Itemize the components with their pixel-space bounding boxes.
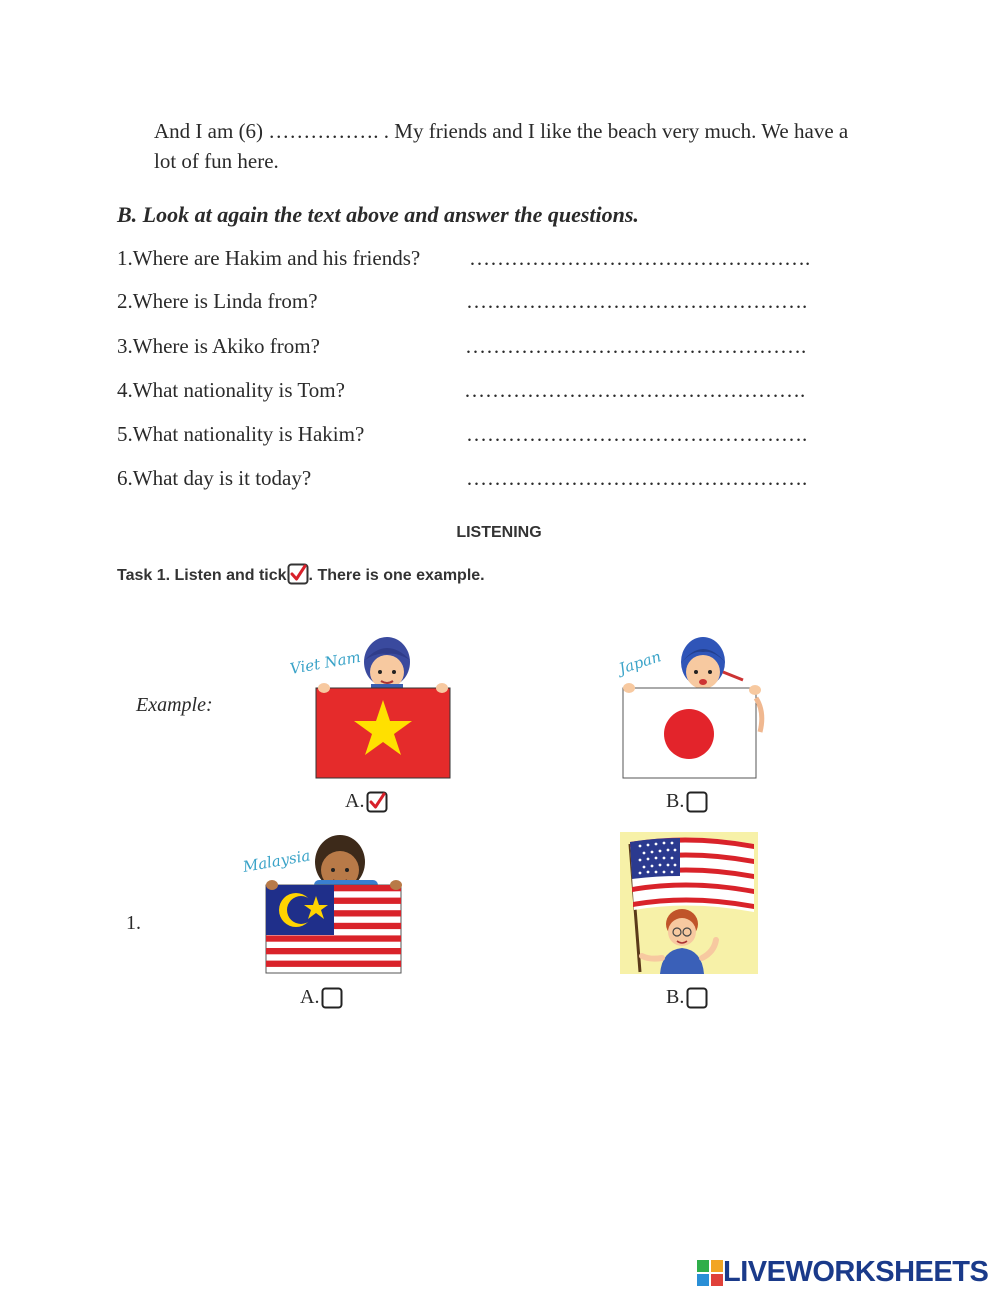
usa-flag bbox=[630, 837, 754, 912]
question-row bbox=[117, 334, 877, 364]
answer-blank[interactable]: …………………………………………. bbox=[466, 466, 808, 490]
item-number: 1. bbox=[126, 912, 141, 934]
item1-option-a[interactable] bbox=[300, 986, 343, 1009]
option-letter: A. bbox=[345, 790, 365, 812]
answer-blank[interactable]: …………………………………………. bbox=[466, 289, 808, 313]
japan-kid bbox=[681, 637, 743, 689]
tick-example-icon bbox=[287, 563, 309, 585]
question-text: 6.What day is it today? bbox=[117, 466, 312, 490]
passage-ending: And I am (6) ……………. . My friends and I like the beach very much. We have a lot of fun here. bbox=[154, 119, 849, 173]
question-text: 3.Where is Akiko from? bbox=[117, 334, 320, 358]
question-text: 4.What nationality is Tom? bbox=[117, 378, 345, 402]
usa-flag-picture bbox=[620, 832, 758, 974]
answer-blank[interactable]: …………………………………………. bbox=[465, 334, 807, 358]
option-letter: B. bbox=[666, 790, 685, 812]
logo-wordmark: LIVEWORKSHEETS bbox=[723, 1256, 989, 1288]
question-row bbox=[117, 378, 877, 408]
question-text: 1.Where are Hakim and his friends? bbox=[117, 246, 421, 270]
logo-tiles-icon bbox=[697, 1260, 723, 1286]
option-letter: B. bbox=[666, 986, 685, 1008]
task-instruction-start: Task 1. Listen and tick bbox=[117, 567, 287, 584]
question-row bbox=[117, 246, 877, 276]
item1-option-b[interactable] bbox=[666, 986, 708, 1009]
question-row bbox=[117, 422, 877, 452]
empty-checkbox-icon[interactable] bbox=[321, 987, 343, 1009]
task-instruction-end: . There is one example. bbox=[308, 567, 485, 584]
example-option-b[interactable] bbox=[666, 790, 708, 813]
red-sun-icon bbox=[664, 709, 714, 759]
japan-flag-picture bbox=[615, 632, 770, 780]
malaysia-caption: Malaysia bbox=[241, 846, 312, 876]
question-row bbox=[117, 466, 877, 496]
liveworksheets-logo bbox=[697, 1256, 988, 1289]
vietnam-flag-picture bbox=[285, 632, 455, 780]
malaysia-flag-picture bbox=[240, 830, 408, 975]
task-1-instruction bbox=[117, 563, 485, 585]
question-text: 2.Where is Linda from? bbox=[117, 289, 318, 313]
question-text: 5.What nationality is Hakim? bbox=[117, 422, 365, 446]
japan-caption: Japan bbox=[616, 647, 664, 678]
section-b-heading: B. Look at again the text above and answer the questions. bbox=[117, 202, 639, 227]
checked-checkbox-icon[interactable] bbox=[366, 791, 388, 813]
empty-checkbox-icon[interactable] bbox=[686, 791, 708, 813]
question-row bbox=[117, 289, 877, 319]
malaysia-kid bbox=[314, 835, 378, 892]
example-label: Example: bbox=[136, 694, 213, 716]
option-letter: A. bbox=[300, 986, 320, 1008]
example-option-a[interactable] bbox=[345, 790, 388, 813]
empty-checkbox-icon[interactable] bbox=[686, 987, 708, 1009]
vietnam-caption: Viet Nam bbox=[288, 647, 362, 678]
answer-blank[interactable]: …………………………………………. bbox=[466, 422, 808, 446]
answer-blank[interactable]: …………………………………………. bbox=[469, 246, 811, 270]
malaysia-flag bbox=[266, 885, 401, 973]
listening-heading: LISTENING bbox=[456, 524, 542, 541]
vietnam-kid bbox=[364, 637, 410, 690]
answer-blank[interactable]: …………………………………………. bbox=[464, 378, 806, 402]
